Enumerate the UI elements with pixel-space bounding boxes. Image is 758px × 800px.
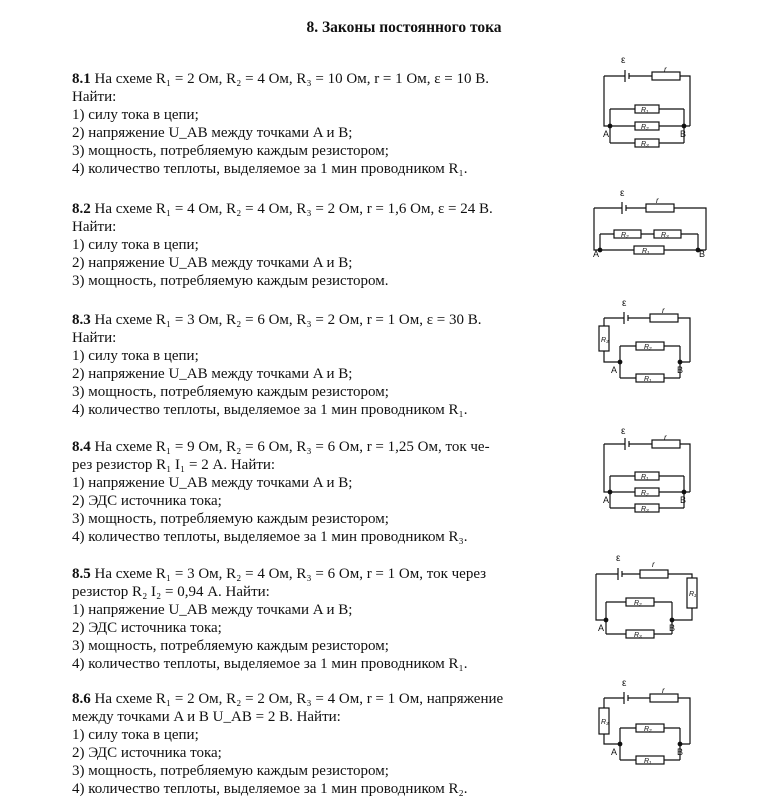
problem-8-2: [72, 200, 542, 290]
emf-label: ε: [622, 678, 627, 689]
node-a-label: A: [593, 249, 600, 259]
circuit-diagram-8-1: [594, 56, 700, 150]
resistor-label: R₂: [634, 600, 642, 607]
problem-number: 8.1: [72, 71, 91, 87]
internal-resistance-label: r: [662, 306, 665, 315]
circuit-diagram-8-2: [586, 186, 712, 258]
node-b-label: B: [677, 365, 684, 375]
node-b: [682, 490, 686, 494]
problem-number: 8.5: [72, 566, 91, 582]
emf-label: ε: [620, 188, 625, 199]
node-b-label: B: [699, 249, 706, 259]
problem-line: Найти:: [72, 219, 117, 235]
problem-number: 8.6: [72, 691, 91, 707]
wire: [604, 312, 690, 362]
problem-line: [72, 565, 542, 583]
problem-line: 2) напряжение U_AB между точками A и B;: [72, 255, 353, 271]
problem-line: [72, 438, 542, 456]
node-a-label: A: [598, 623, 605, 633]
page-title: 8. Законы постоянного тока: [306, 19, 502, 36]
emf-label: ε: [621, 426, 626, 437]
problem-8-5: [72, 565, 542, 673]
wire: [604, 438, 690, 492]
problem-statement: На схеме R₁ = 3 Ом, R₂ = 6 Ом, R₃ = 2 Ом, r = 1 Ом, ε = 30 В.: [94, 312, 482, 328]
problem-line: 4) количество теплоты, выделяемое за 1 мин проводником R₁.: [72, 161, 468, 177]
resistor-label: R₃: [601, 719, 609, 726]
circuit-diagram-8-4: [594, 424, 700, 518]
resistor-label: R₁: [644, 758, 652, 765]
node-b-label: B: [680, 129, 687, 139]
problem-line: 1) напряжение U_AB между точками A и B;: [72, 475, 353, 491]
resistor-label: R₃: [641, 506, 649, 513]
resistor-label: R₁: [641, 474, 649, 481]
problem-number: 8.4: [72, 439, 91, 455]
circuit-diagram-8-3: [594, 296, 698, 388]
emf-label: ε: [622, 298, 627, 309]
node-a-label: A: [611, 365, 618, 375]
node-b-label: B: [669, 623, 676, 633]
node-a: [618, 360, 622, 364]
problem-8-6: [72, 690, 542, 798]
internal-resistor: [640, 570, 668, 578]
resistor-label: R₃: [601, 337, 609, 344]
node-a-label: A: [603, 495, 610, 505]
problem-line: 2) напряжение U_AB между точками A и B;: [72, 125, 353, 141]
emf-label: ε: [616, 553, 621, 564]
problem-line: 3) мощность, потребляемую каждым резистором.: [72, 273, 389, 289]
problem-line: [72, 311, 542, 329]
node-b-label: B: [677, 747, 684, 757]
node-a: [604, 618, 608, 622]
internal-resistance-label: r: [662, 686, 665, 695]
problem-statement: На схеме R₁ = 3 Ом, R₂ = 4 Ом, R₃ = 6 Ом, r = 1 Ом, ток через: [94, 566, 487, 582]
resistor-label: R₁: [644, 376, 652, 383]
problem-statement: На схеме R₁ = 4 Ом, R₂ = 4 Ом, R₃ = 2 Ом, r = 1,6 Ом, ε = 24 В.: [94, 201, 493, 217]
problem-statement: На схеме R₁ = 9 Ом, R₂ = 6 Ом, R₃ = 6 Ом, r = 1,25 Ом, ток че-: [94, 439, 490, 455]
resistor-label: R₁: [642, 248, 650, 255]
problem-line: [72, 70, 542, 88]
resistor-label: R₂: [621, 232, 629, 239]
problem-number: 8.2: [72, 201, 91, 217]
internal-resistor: [650, 694, 678, 702]
problem-line: рез резистор R₁ I₁ = 2 А. Найти:: [72, 457, 276, 473]
problem-line: 2) ЭДС источника тока;: [72, 745, 222, 761]
resistor-label: R₂: [641, 490, 649, 497]
emf-label: ε: [621, 55, 626, 66]
resistor-label: R₃: [641, 141, 649, 148]
circuit-diagram-8-6: [594, 676, 698, 770]
node-b: [670, 618, 674, 622]
problem-line: 1) силу тока в цепи;: [72, 727, 199, 743]
resistor-label: R₁: [641, 107, 649, 114]
problem-number: 8.3: [72, 312, 91, 328]
problem-line: 3) мощность, потребляемую каждым резистором;: [72, 638, 389, 654]
node-a: [618, 742, 622, 746]
node-b: [682, 124, 686, 128]
wire: [596, 568, 692, 620]
wire: [594, 202, 706, 250]
problem-line: 2) ЭДС источника тока;: [72, 620, 222, 636]
internal-resistance-label: r: [656, 196, 659, 205]
circuit-diagram-8-5: [588, 550, 708, 646]
problem-statement: На схеме R₁ = 2 Ом, R₂ = 2 Ом, R₃ = 4 Ом, r = 1 Ом, напряжение: [94, 691, 504, 707]
node-b: [678, 360, 682, 364]
node-a-label: A: [611, 747, 618, 757]
problem-line: Найти:: [72, 330, 117, 346]
problem-8-3: [72, 311, 542, 419]
resistor-label: R₃: [661, 232, 669, 239]
resistor-label: R₃: [634, 632, 642, 639]
node-b-label: B: [680, 495, 687, 505]
resistor-label: R₂: [644, 726, 652, 733]
problem-line: 4) количество теплоты, выделяемое за 1 мин проводником R₁.: [72, 402, 468, 418]
problem-line: 1) напряжение U_AB между точками A и B;: [72, 602, 353, 618]
problem-line: [72, 200, 542, 218]
problem-statement: На схеме R₁ = 2 Ом, R₂ = 4 Ом, R₃ = 10 Ом, r = 1 Ом, ε = 10 В.: [94, 71, 489, 87]
resistor-label: R₂: [641, 124, 649, 131]
problem-line: 3) мощность, потребляемую каждым резистором;: [72, 384, 389, 400]
problem-line: 1) силу тока в цепи;: [72, 237, 199, 253]
problem-line: между точками A и B U_AB = 2 В. Найти:: [72, 709, 341, 725]
problem-line: 4) количество теплоты, выделяемое за 1 мин проводником R₁.: [72, 656, 468, 672]
problem-line: 3) мощность, потребляемую каждым резистором;: [72, 511, 389, 527]
problem-line: Найти:: [72, 89, 117, 105]
problem-line: 2) напряжение U_AB между точками A и B;: [72, 366, 353, 382]
node-a: [608, 124, 612, 128]
problem-line: 4) количество теплоты, выделяемое за 1 мин проводником R₂.: [72, 781, 468, 797]
wire: [604, 692, 690, 744]
problem-line: 2) ЭДС источника тока;: [72, 493, 222, 509]
resistor-label: R₂: [644, 344, 652, 351]
problem-line: 3) мощность, потребляемую каждым резистором;: [72, 143, 389, 159]
problem-line: 4) количество теплоты, выделяемое за 1 мин проводником R₃.: [72, 529, 468, 545]
problem-line: 1) силу тока в цепи;: [72, 107, 199, 123]
internal-resistance-label: r: [652, 560, 655, 569]
node-a: [608, 490, 612, 494]
internal-resistance-label: r: [664, 433, 667, 442]
internal-resistor: [650, 314, 678, 322]
problem-line: [72, 690, 542, 708]
problem-8-1: [72, 70, 542, 178]
problem-line: 3) мощность, потребляемую каждым резистором;: [72, 763, 389, 779]
wire: [604, 70, 690, 126]
node-b: [678, 742, 682, 746]
internal-resistor: [646, 204, 674, 212]
problem-line: 1) силу тока в цепи;: [72, 348, 199, 364]
node-a-label: A: [603, 129, 610, 139]
resistor-label: R₁: [689, 591, 697, 598]
problem-8-4: [72, 438, 542, 546]
internal-resistance-label: r: [664, 65, 667, 74]
problem-line: резистор R₂ I₂ = 0,94 А. Найти:: [72, 584, 270, 600]
